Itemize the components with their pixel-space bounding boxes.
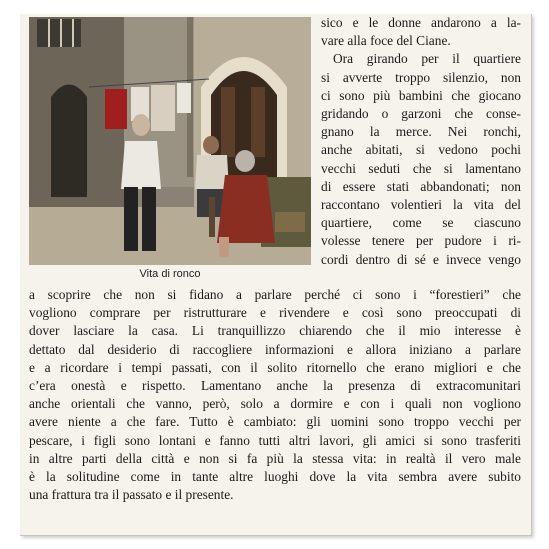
text-line: pescare, i figli sono lontani e fanno tutti altri lavori, gli amici si sono trasferiti (29, 432, 521, 448)
text-line: sico e le donne andarono a la- (321, 15, 521, 30)
text-line: si avverte troppo silenzio, non (321, 69, 521, 85)
text-line: avere niente a che fare. Tutto è cambiato: gli uomini sono troppo vecchi per (29, 414, 521, 430)
text-line: gnano la merce. Nei ronchi, (321, 124, 521, 140)
text-line: e a ricordare i tempi passati, con il solito ritornello che erano migliori e che (29, 359, 521, 375)
text-line: ci sono più bambini che giocano (321, 87, 521, 103)
text-line: raccontano volentieri la vita del (321, 197, 521, 213)
right-text-column (321, 14, 521, 269)
text-line: anche abitati, si vedono pochi (321, 142, 521, 158)
text-line: di essere stati abbandonati; non (321, 178, 521, 194)
text-line: è la solitudine come in tante altre luoghi dove la vita sembra avere subito (29, 469, 521, 485)
text-line: vecchi seduti che si lamentano (321, 160, 521, 176)
photo-caption: Vita di ronco (139, 268, 201, 280)
text-line: cordi dentro di sé e invece vengo (321, 251, 521, 267)
text-line: quartiere, come se ciascuno (321, 215, 521, 231)
text-line: vogliono comprare per ristrutturare e rivendere e così sono preoccupati di (29, 305, 521, 321)
text-line: dover lasciare la casa. Li tranquillizzo chiarendo che il mio interesse è (29, 323, 521, 339)
text-line: Ora girando per il quartiere (333, 51, 521, 67)
text-line: a scoprire che non si fidano a parlare perché ci sono i “forestieri” che (29, 287, 521, 302)
text-line: gridando o garzoni che conse- (321, 106, 521, 122)
text-line: volesse tenere per pudore i ri- (321, 233, 521, 249)
text-line: dettato dal desiderio di raccogliere informazioni e allora iniziano a parlare (29, 341, 521, 357)
text-line: c’era onestà e rispetto. Lamentano anche la presenza di extracomunitari (29, 378, 521, 394)
street-photo-image (29, 17, 311, 265)
text-line: in altre parti della città e non si fa più la stessa vita: in realtà il vero male (29, 450, 521, 466)
full-width-paragraph (29, 286, 521, 504)
text-line: anche orientali che vanno, però, solo a dormire e con i quali non vogliono (29, 396, 521, 412)
street-photo (29, 17, 311, 265)
text-line: vare alla foce del Ciane. (321, 33, 451, 49)
text-line: una frattura tra il passato e il presente. (29, 487, 234, 503)
book-page (20, 14, 532, 536)
